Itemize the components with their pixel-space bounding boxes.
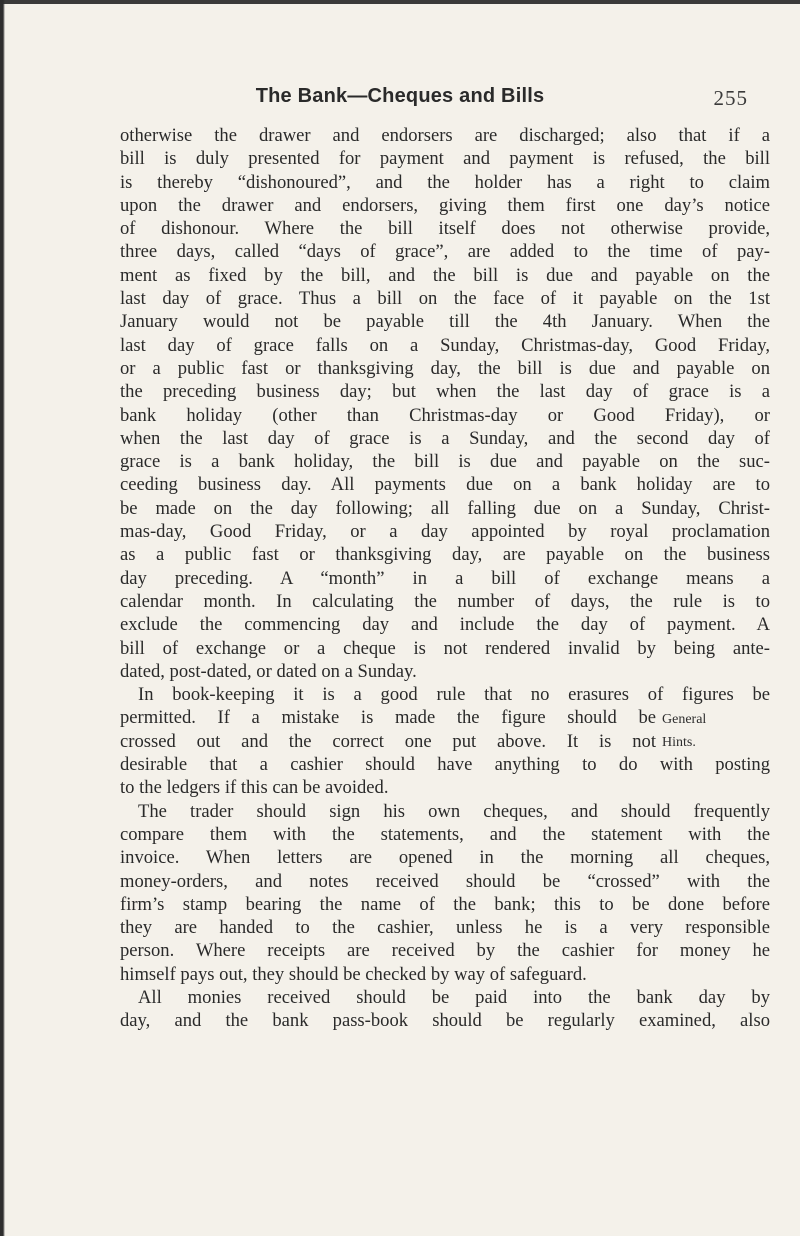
text-line: they are handed to the cashier, unless he is a very responsible [120,917,770,939]
text-line: when the last day of grace is a Sunday, and the second day of [120,427,770,449]
text-line: person. Where receipts are received by the cashier for money he [120,940,770,962]
text-line: day preceding. A “month” in a bill of exchange means a [120,567,770,589]
margin-note-hints: Hints. [662,735,696,750]
text-line: crossed out and the correct one put above. It is not [120,730,656,752]
text-line: firm’s stamp bearing the name of the bank; this to be done before [120,893,770,915]
margin-note-general: General [662,712,707,727]
text-line: the preceding business day; but when the last day of grace is a [120,381,770,403]
body-text [120,124,770,1033]
text-line: January would not be payable till the 4th January. When the [120,311,770,333]
text-line: last day of grace. Thus a bill on the face of it payable on the 1st [120,288,770,310]
text-line: mas-day, Good Friday, or a day appointed by royal proclamation [120,521,770,543]
text-line: be made on the day following; all falling due on a Sunday, Christ- [120,497,770,519]
text-line: ment as fixed by the bill, and the bill is due and payable on the [120,264,770,286]
text-line: The trader should sign his own cheques, and should frequently [138,800,770,822]
text-line: ceeding business day. All payments due on a bank holiday are to [120,474,770,496]
text-line: is thereby “dishonoured”, and the holder has a right to claim [120,171,770,193]
text-line: permitted. If a mistake is made the figure should be [120,707,656,729]
page-left-edge [0,0,5,1236]
text-line: invoice. When letters are opened in the morning all cheques, [120,847,770,869]
text-line: calendar month. In calculating the number of days, the rule is to [120,590,770,612]
text-line: as a public fast or thanksgiving day, are payable on the business [120,544,770,566]
page-number: 255 [713,86,748,110]
text-line: or a public fast or thanksgiving day, the bill is due and payable on [120,357,770,379]
text-line: money-orders, and notes received should be “crossed” with the [120,870,770,892]
text-line: day, and the bank pass-book should be regularly examined, also [120,1010,770,1032]
text-line: grace is a bank holiday, the bill is due and payable on the suc- [120,451,770,473]
text-line: bank holiday (other than Christmas-day or Good Friday), or [120,404,770,426]
text-line: All monies received should be paid into the bank day by [138,986,770,1008]
text-line: last day of grace falls on a Sunday, Christmas-day, Good Friday, [120,334,770,356]
text-line: himself pays out, they should be checked by way of safeguard. [120,963,587,985]
text-line: of dishonour. Where the bill itself does not otherwise provide, [120,218,770,240]
text-line: exclude the commencing day and include the day of payment. A [120,614,770,636]
text-line: to the ledgers if this can be avoided. [120,777,389,799]
text-line: In book-keeping it is a good rule that no erasures of figures be [138,684,770,706]
text-line: bill is duly presented for payment and payment is refused, the bill [120,148,770,170]
page-top-edge [0,0,800,4]
running-header: The Bank—Cheques and Bills [255,85,545,107]
text-line: desirable that a cashier should have anything to do with posting [120,754,770,776]
text-line: bill of exchange or a cheque is not rendered invalid by being ante- [120,637,770,659]
text-line: otherwise the drawer and endorsers are discharged; also that if a [120,125,770,146]
text-line: upon the drawer and endorsers, giving them first one day’s notice [120,194,770,216]
text-line: three days, called “days of grace”, are added to the time of pay- [120,241,770,263]
text-line: dated, post-dated, or dated on a Sunday. [120,660,417,682]
text-line: compare them with the statements, and the statement with the [120,823,770,845]
